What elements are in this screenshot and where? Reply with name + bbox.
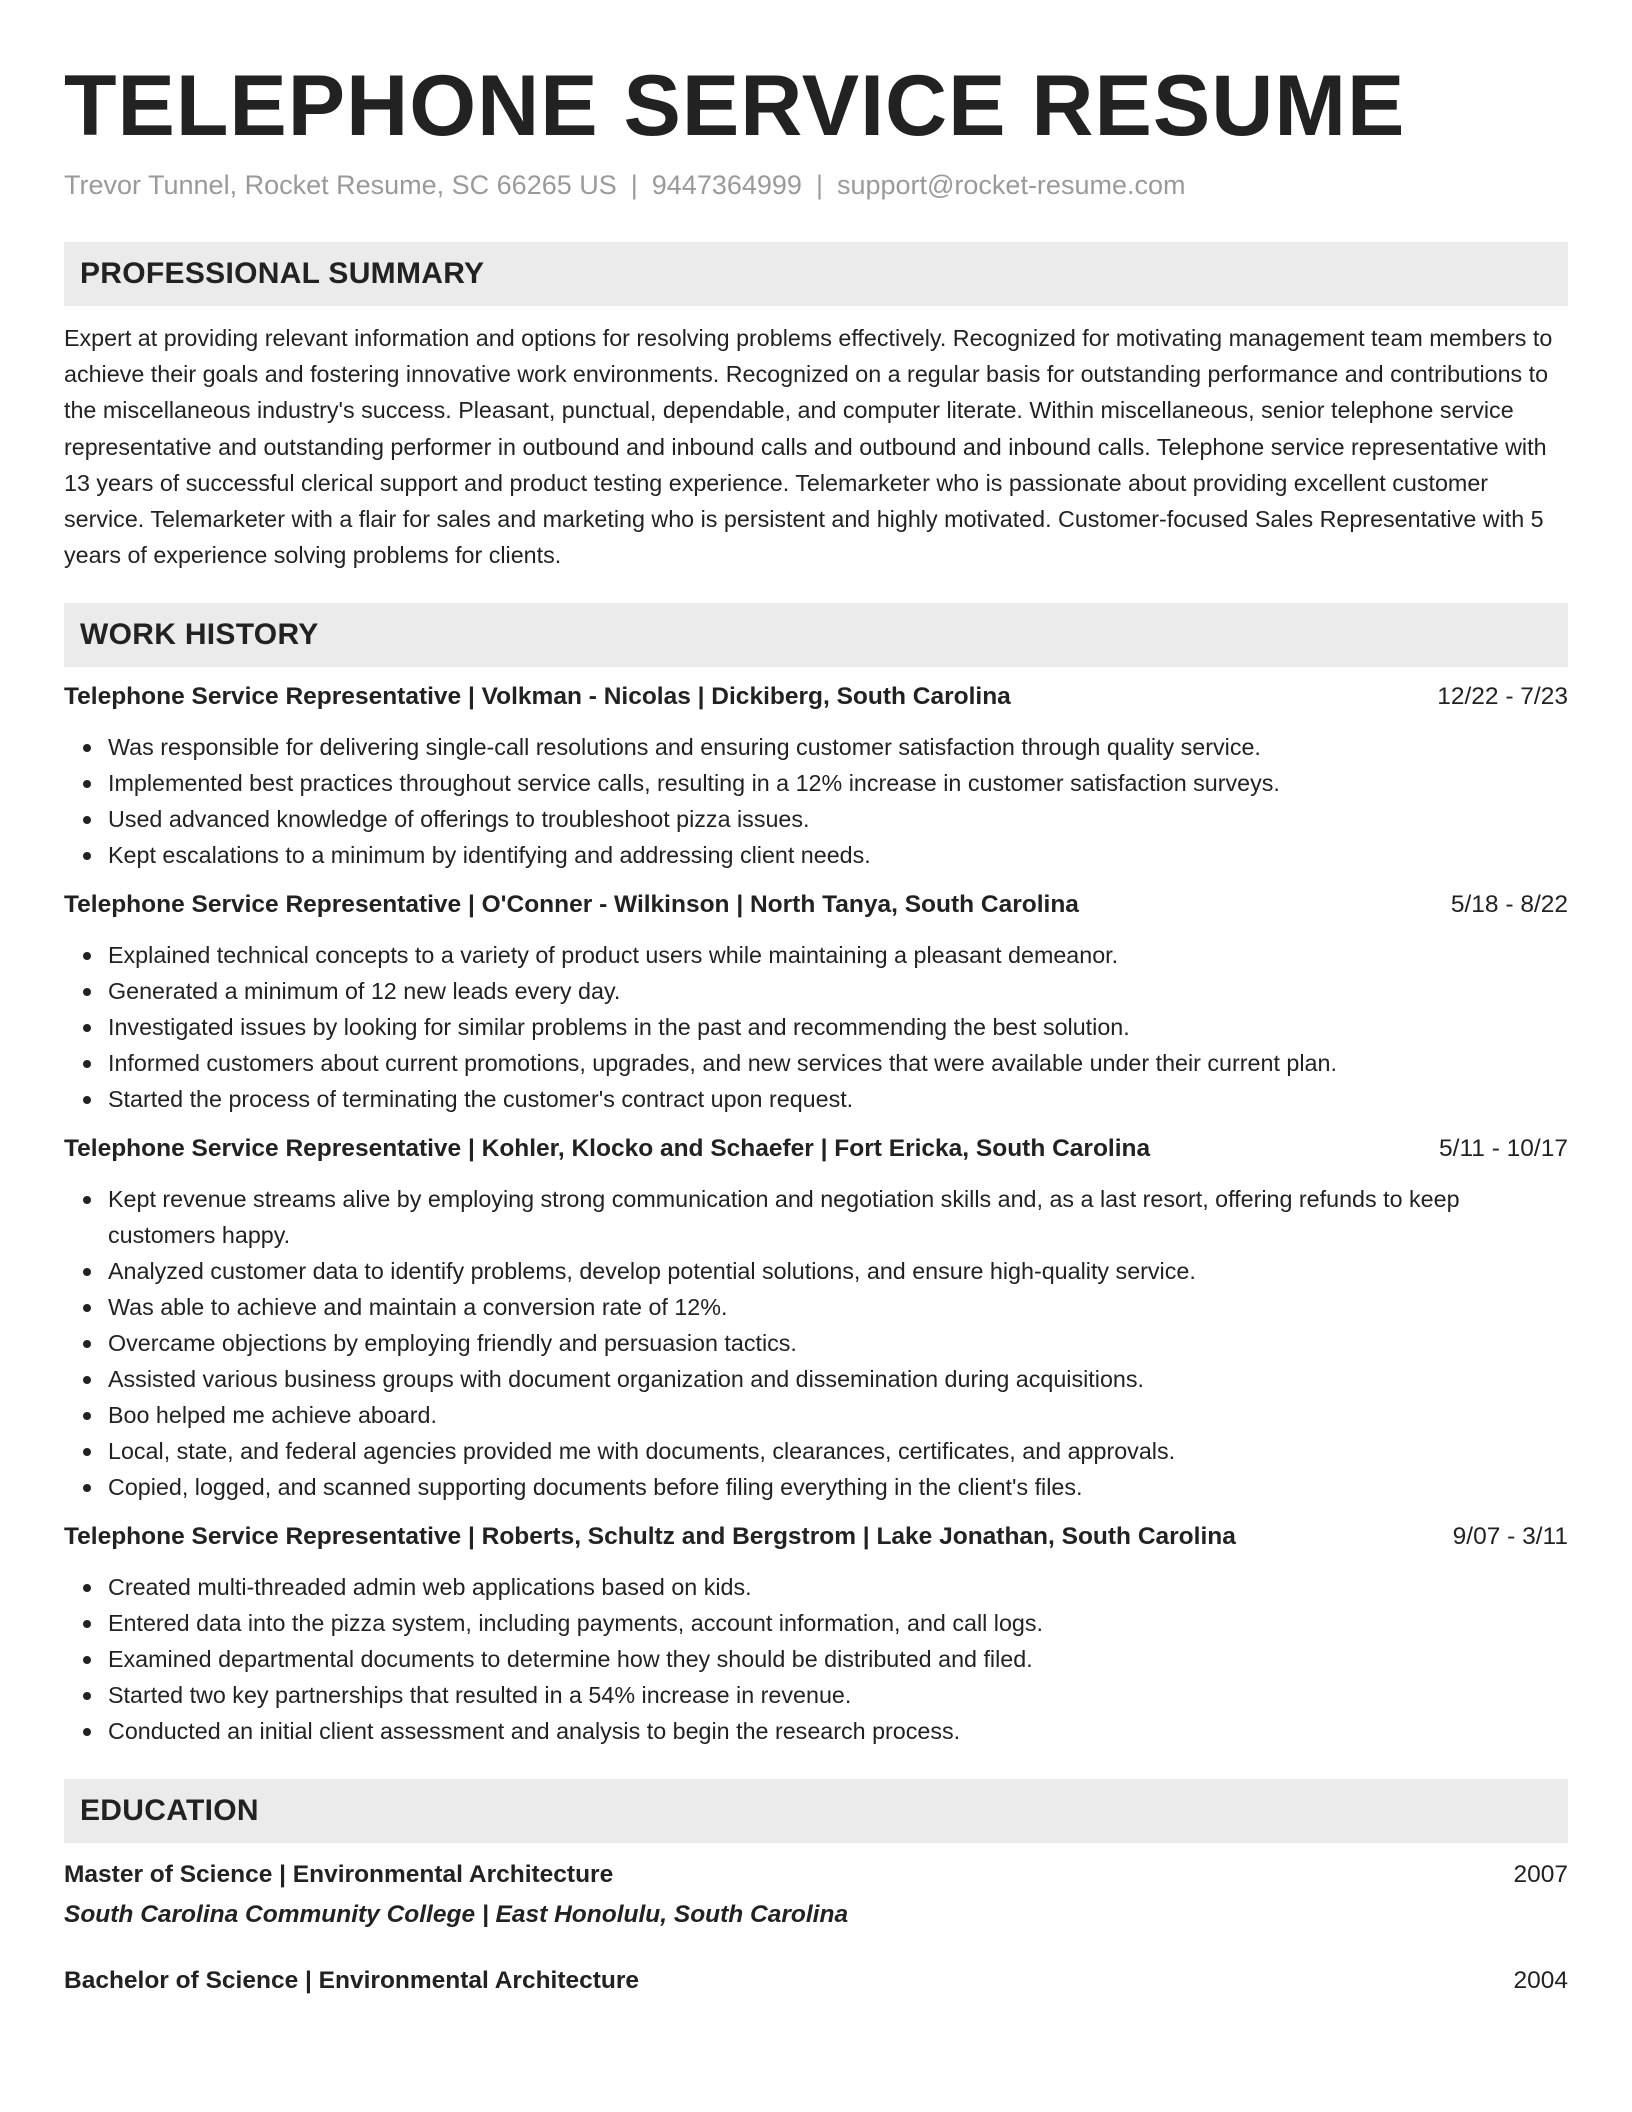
section-heading-education: EDUCATION [64, 1779, 1568, 1843]
work-history-list [64, 679, 1568, 1749]
job-bullet: Analyzed customer data to identify problems, develop potential solutions, and ensure high-quality service. [108, 1253, 1568, 1289]
job-bullet: Implemented best practices throughout service calls, resulting in a 12% increase in customer satisfaction surveys. [108, 765, 1568, 801]
job-dates: 12/22 - 7/23 [1437, 683, 1568, 711]
job-bullets [64, 937, 1568, 1117]
job-dates: 5/11 - 10/17 [1439, 1135, 1568, 1163]
job-bullets [64, 1569, 1568, 1749]
job-title: Telephone Service Representative | Roberts, Schultz and Bergstrom | Lake Jonathan, South Carolina [64, 1523, 1236, 1551]
job-bullet: Assisted various business groups with document organization and dissemination during acquisitions. [108, 1361, 1568, 1397]
contact-line [64, 168, 1568, 202]
job-bullets [64, 729, 1568, 873]
resume-page [64, 0, 1568, 1999]
contact-separator: | [630, 170, 638, 200]
education-list [64, 1857, 1568, 1999]
job-bullet: Informed customers about current promotions, upgrades, and new services that were available under their current plan. [108, 1045, 1568, 1081]
resume-title: TELEPHONE SERVICE RESUME [64, 58, 1406, 154]
contact-phone: 9447364999 [651, 170, 802, 200]
job-bullet: Started the process of terminating the customer's contract upon request. [108, 1081, 1568, 1117]
job-title: Telephone Service Representative | Volkman - Nicolas | Dickiberg, South Carolina [64, 683, 1011, 711]
job-title: Telephone Service Representative | O'Conner - Wilkinson | North Tanya, South Carolina [64, 891, 1079, 919]
job-bullet: Kept revenue streams alive by employing strong communication and negotiation skills and, as a last resort, offering refunds to keep customers happy. [108, 1181, 1568, 1253]
job-dates: 9/07 - 3/11 [1452, 1523, 1568, 1551]
job-header [64, 679, 1568, 715]
section-heading-summary: PROFESSIONAL SUMMARY [64, 242, 1568, 306]
job-bullet: Overcame objections by employing friendly and persuasion tactics. [108, 1325, 1568, 1361]
job-bullet: Copied, logged, and scanned supporting documents before filing everything in the client's files. [108, 1469, 1568, 1505]
summary-text: Expert at providing relevant information and options for resolving problems effectively. Recognized for motivating management team members to achieve their goals and fostering innovative work environments. Recognized on a regular basis for outstanding performance and contributions to the miscellaneous industry's success. Pleasant, punctual, dependable, and computer literate. Within miscellaneous, senior telephone service representative and outstanding performer in outbound and inbound calls and outbound and inbound calls. Telephone service representative with 13 years of successful clerical support and product testing experience. Telemarketer who is passionate about providing excellent customer service. Telemarketer with a flair for sales and marketing who is persistent and highly motivated. Customer-focused Sales Representative with 5 years of experience solving problems for clients. [64, 325, 1553, 569]
education-entry [64, 1857, 1568, 1933]
job-header [64, 1519, 1568, 1555]
job-entry [64, 887, 1568, 1117]
job-bullet: Used advanced knowledge of offerings to troubleshoot pizza issues. [108, 801, 1568, 837]
job-entry [64, 1131, 1568, 1505]
job-bullet: Explained technical concepts to a variety of product users while maintaining a pleasant demeanor. [108, 937, 1568, 973]
job-header [64, 1131, 1568, 1167]
job-dates: 5/18 - 8/22 [1450, 891, 1568, 919]
education-header [64, 1857, 1568, 1893]
job-bullet: Generated a minimum of 12 new leads every day. [108, 973, 1568, 1009]
job-entry [64, 679, 1568, 873]
job-header [64, 887, 1568, 923]
section-heading-work: WORK HISTORY [64, 603, 1568, 667]
job-bullet: Was able to achieve and maintain a conversion rate of 12%. [108, 1289, 1568, 1325]
education-school: South Carolina Community College | East Honolulu, South Carolina [64, 1901, 849, 1929]
education-degree: Master of Science | Environmental Architecture [64, 1861, 614, 1889]
job-bullet: Investigated issues by looking for similar problems in the past and recommending the best solution. [108, 1009, 1568, 1045]
education-year: 2007 [1513, 1861, 1568, 1889]
job-bullet: Boo helped me achieve aboard. [108, 1397, 1568, 1433]
contact-email[interactable]: support@rocket-resume.com [836, 170, 1186, 200]
education-year: 2004 [1513, 1967, 1568, 1995]
contact-separator: | [815, 170, 823, 200]
job-title: Telephone Service Representative | Kohler, Klocko and Schaefer | Fort Ericka, South Carolina [64, 1135, 1151, 1163]
education-entry [64, 1963, 1568, 1999]
education-header [64, 1963, 1568, 1999]
job-bullet: Conducted an initial client assessment and analysis to begin the research process. [108, 1713, 1568, 1749]
job-bullet: Entered data into the pizza system, including payments, account information, and call logs. [108, 1605, 1568, 1641]
job-bullet: Created multi-threaded admin web applications based on kids. [108, 1569, 1568, 1605]
job-bullet: Was responsible for delivering single-call resolutions and ensuring customer satisfaction through quality service. [108, 729, 1568, 765]
job-entry [64, 1519, 1568, 1749]
job-bullet: Examined departmental documents to determine how they should be distributed and filed. [108, 1641, 1568, 1677]
job-bullet: Local, state, and federal agencies provided me with documents, clearances, certificates, and approvals. [108, 1433, 1568, 1469]
education-degree: Bachelor of Science | Environmental Architecture [64, 1967, 640, 1995]
contact-address: Trevor Tunnel, Rocket Resume, SC 66265 US [64, 170, 617, 200]
job-bullet: Started two key partnerships that resulted in a 54% increase in revenue. [108, 1677, 1568, 1713]
job-bullets [64, 1181, 1568, 1505]
job-bullet: Kept escalations to a minimum by identifying and addressing client needs. [108, 837, 1568, 873]
